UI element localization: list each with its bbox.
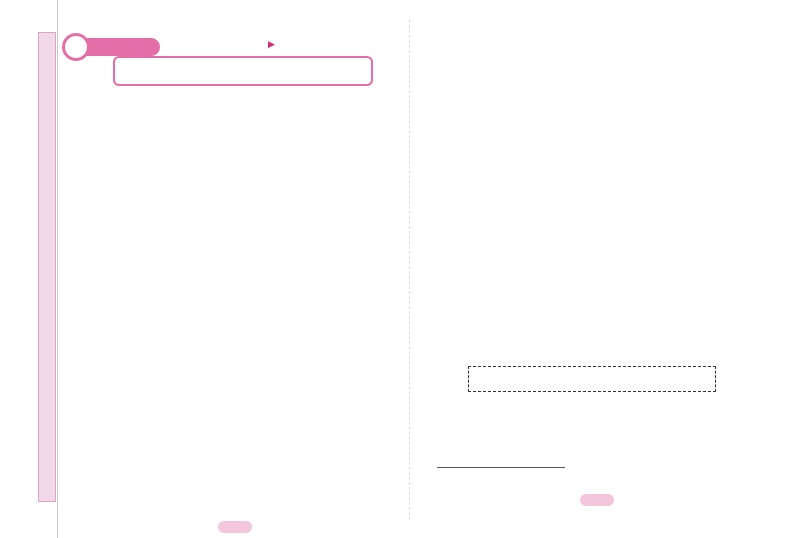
title-frame: [113, 56, 373, 86]
page-number: [218, 521, 252, 533]
q8-line1: [437, 461, 565, 470]
subject-label: ▶: [268, 40, 275, 50]
clock-icon: [62, 33, 90, 61]
word-bank: [468, 366, 716, 392]
seal-band: [38, 32, 56, 502]
page-number: [580, 494, 614, 506]
